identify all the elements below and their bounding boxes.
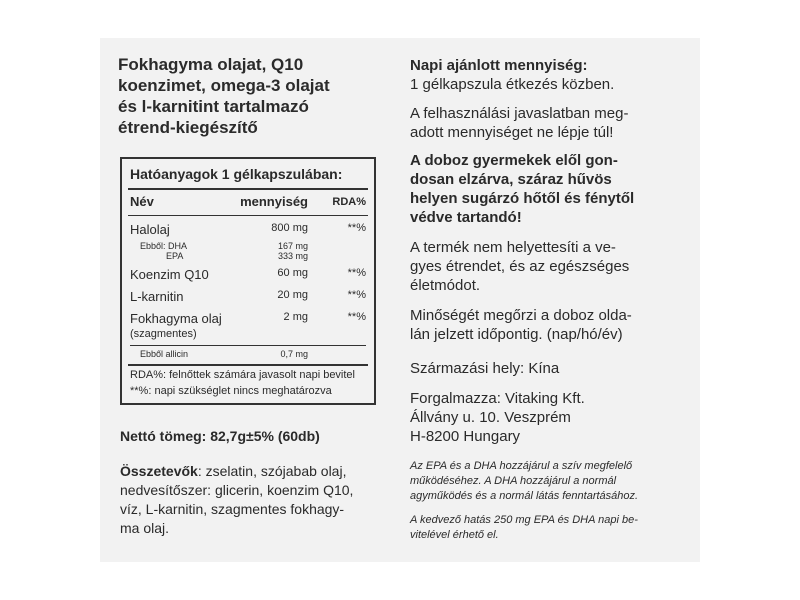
title-line: Fokhagyma olajat, Q10 <box>118 55 304 74</box>
dose-warning: A felhasználási javaslatban meg- adott mennyiséget ne lépje túl! <box>410 105 629 141</box>
divider <box>128 364 368 366</box>
distributor: Forgalmazza: Vitaking Kft. Állvány u. 10. Veszprém H-8200 Hungary <box>410 390 585 445</box>
table-title: Hatóanyagok 1 gélkapszulában: <box>130 166 343 182</box>
ingredients-line: ma olaj. <box>120 520 170 536</box>
origin: Származási hely: Kína <box>410 360 560 377</box>
divider <box>130 345 366 346</box>
title-line: koenzimet, omega-3 olajat <box>118 76 330 95</box>
header-name: Név <box>130 194 154 209</box>
product-title <box>118 54 380 138</box>
best-before: Minőségét megőrzi a doboz olda- lán jelzett időpontig. (nap/hó/év) <box>410 307 632 343</box>
active-ingredients-table <box>120 157 376 405</box>
ingredients-line: : zselatin, szójabab olaj, <box>197 463 347 479</box>
divider <box>128 215 368 216</box>
dose-text: 1 gélkapszula étkezés közben. <box>410 76 615 93</box>
net-weight: Nettó tömeg: 82,7g±5% (60db) <box>120 428 320 444</box>
footnote-undefined: **%: napi szükséglet nincs meghatározva <box>130 385 332 397</box>
table-row: (szagmentes) <box>130 328 197 340</box>
dose-title: Napi ajánlott mennyiség: <box>410 57 588 74</box>
storage-warning: A doboz gyermekek elől gon- dosan elzárva, száraz hűvös helyen sugárzó hőtől és fénytől védve tartandó! <box>410 152 635 226</box>
divider <box>128 188 368 190</box>
title-line: és l-karnitint tartalmazó <box>118 97 309 116</box>
header-rda: RDA% <box>332 196 366 208</box>
label-panel <box>100 38 700 562</box>
table-row: Ebből: DHA 167 mg <box>140 241 308 251</box>
ingredients-line: nedvesítőszer: glicerin, koenzim Q10, <box>120 482 354 498</box>
daily-dose <box>410 56 672 94</box>
table-row: Ebből allicin 0,7 mg <box>140 349 308 359</box>
ingredients-line: víz, L-karnitin, szagmentes fokhagy- <box>120 501 345 517</box>
ingredients <box>120 462 378 538</box>
ingredients-label: Összetevők <box>120 463 198 479</box>
beneficial-effect: A kedvező hatás 250 mg EPA és DHA napi be- vitelével érhető el. <box>410 514 638 541</box>
table-row: L-karnitin 20 mg **% <box>130 289 366 304</box>
health-claim: Az EPA és a DHA hozzájárul a szív megfelelő működéséhez. A DHA hozzájárul a normál agyműködés és a normál látás fenntartásához. <box>410 460 639 502</box>
left-column <box>118 38 380 536</box>
table-row: Koenzim Q10 60 mg **% <box>130 267 366 282</box>
table-row: EPA 333 mg <box>166 251 308 261</box>
footnote-rda: RDA%: felnőttek számára javasolt napi bevitel <box>130 369 355 381</box>
table-row: Fokhagyma olaj 2 mg **% <box>130 311 366 326</box>
title-line: étrend-kiegészítő <box>118 118 258 137</box>
header-quantity: mennyiség <box>240 194 308 209</box>
table-row: Halolaj 800 mg **% <box>130 222 366 237</box>
diet-disclaimer: A termék nem helyettesíti a ve- gyes étrendet, és az egészséges életmódot. <box>410 239 630 294</box>
